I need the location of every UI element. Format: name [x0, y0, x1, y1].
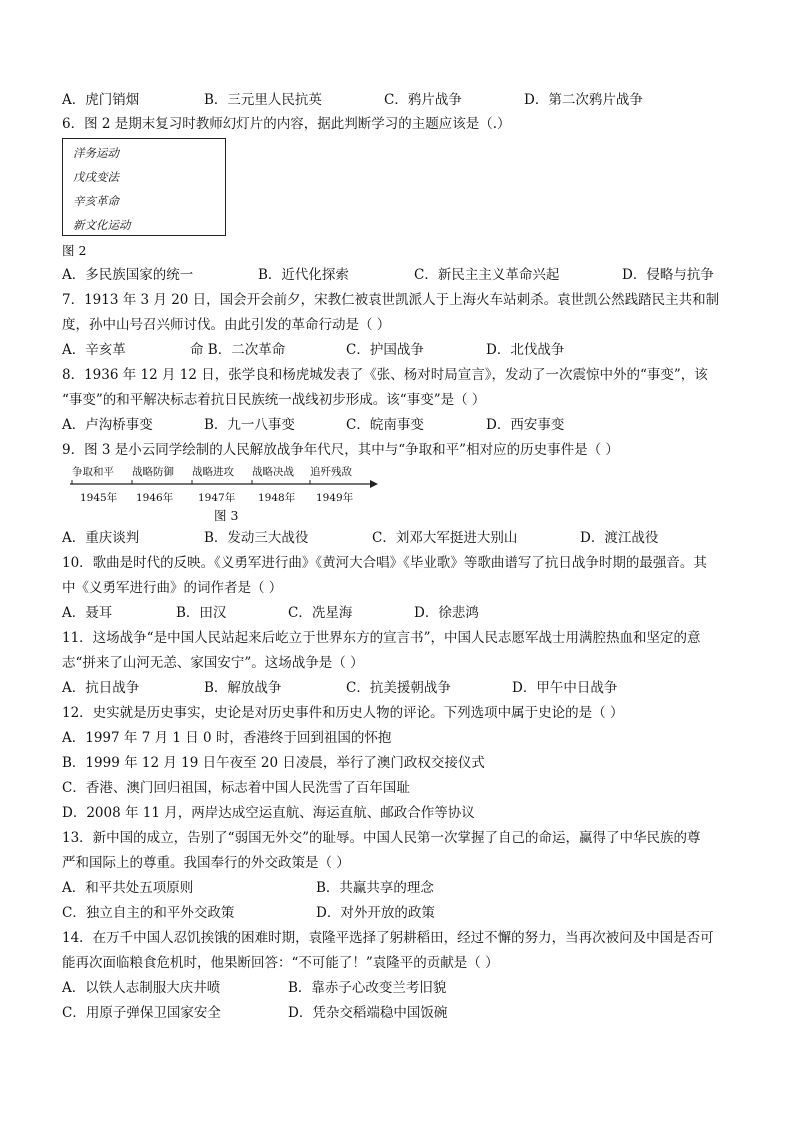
q14-option-d: D．凭杂交稻端稳中国饭碗	[288, 1005, 448, 1021]
figure-2-caption: 图 2	[62, 243, 87, 258]
q9-option-b: B．发动三大战役	[204, 530, 309, 546]
q7-stem-line-2: 度，孙中山号召兴师讨伐。由此引发的革命行动是（ ）	[62, 317, 391, 333]
q7-option-b: 命 B．二次革命	[190, 342, 286, 358]
q11-option-b: B．解放战争	[204, 680, 282, 696]
q5-option-b: B．三元里人民抗英	[204, 92, 322, 108]
q10-option-d: D．徐悲鸿	[414, 605, 479, 621]
q12-stem: 12．史实就是历史事实，史论是对历史事件和历史人物的评论。下列选项中属于史论的是（ ）	[62, 705, 624, 721]
q7-option-c: C．护国战争	[346, 342, 424, 358]
slide-item: 新文化运动	[73, 218, 131, 232]
q11-option-a: A．抗日战争	[62, 680, 140, 696]
q6-stem: 6．图 2 是期末复习时教师幻灯片的内容，据此判断学习的主题应该是（.）	[62, 116, 511, 132]
q13-option-c: C．独立自主的和平外交政策	[62, 905, 235, 921]
q13-stem-line-1: 13．新中国的成立，告别了“弱国无外交”的耻辱。中国人民第一次掌握了自己的命运，赢得了中华民族的尊	[62, 830, 701, 846]
q11-stem-line-2: 志“拼来了山河无恙、家国安宁”。这场战争是（ ）	[62, 655, 364, 671]
q10-stem-line-2: 中《义勇军进行曲》的词作者是（ ）	[62, 580, 283, 596]
timeline-label: 战略防御	[132, 466, 174, 478]
timeline-label: 战略决战	[252, 466, 294, 478]
q7-option-d: D．北伐战争	[486, 342, 565, 358]
q13-option-a: A．和平共处五项原则	[62, 880, 194, 896]
timeline-year: 1946年	[136, 492, 174, 504]
q11-option-d: D．甲午中日战争	[512, 680, 618, 696]
slide-item: 洋务运动	[73, 146, 119, 160]
q8-stem-line-2: “事变”的和平解决标志着抗日民族统一战线初步形成。该“事变”是（ ）	[62, 392, 486, 408]
q8-stem-line-1: 8．1936 年 12 月 12 日，张学良和杨虎城发表了《张、杨对时局宣言》，发动了一次震惊中外的“事变”，该	[62, 367, 708, 383]
q13-option-d: D．对外开放的政策	[316, 905, 435, 921]
timeline-figure-3	[70, 462, 380, 510]
q9-stem: 9．图 3 是小云同学绘制的人民解放战争年代尺，其中与“争取和平”相对应的历史事件是（ ）	[62, 442, 619, 458]
timeline-year: 1948年	[258, 492, 296, 504]
q8-option-a: A．卢沟桥事变	[62, 417, 153, 433]
q14-stem-line-2: 能再次面临粮食危机时，他果断回答：“不可能了！”袁隆平的贡献是（ ）	[62, 955, 499, 971]
q14-stem-line-1: 14．在万千中国人忍饥挨饿的困难时期，袁隆平选择了躬耕稻田，经过不懈的努力，当再次被问及中国是否可	[62, 930, 714, 946]
q6-option-b: B．近代化探索	[258, 267, 349, 283]
q14-option-a: A．以铁人志制服大庆井喷	[62, 980, 221, 996]
q12-option-c: C．香港、澳门回归祖国，标志着中国人民洗雪了百年国耻	[62, 780, 410, 796]
q8-option-c: C．皖南事变	[346, 417, 424, 433]
q11-option-c: C．抗美援朝战争	[346, 680, 451, 696]
q5-option-c: C．鸦片战争	[384, 92, 462, 108]
q8-option-d: D．西安事变	[486, 417, 565, 433]
timeline-label: 争取和平	[72, 466, 114, 478]
q9-option-a: A．重庆谈判	[62, 530, 140, 546]
q6-option-d: D．侵略与抗争	[622, 267, 714, 283]
q8-option-b: B．九一八事变	[204, 417, 295, 433]
slide-item: 戊戌变法	[73, 170, 119, 184]
q14-option-b: B．靠赤子心改变兰考旧貌	[288, 980, 447, 996]
timeline-label: 战略进攻	[192, 466, 234, 478]
q10-option-b: B．田汉	[176, 605, 227, 621]
timeline-label: 追歼残敌	[310, 466, 352, 478]
q13-stem-line-2: 严和国际上的尊重。我国奉行的外交政策是（ ）	[62, 855, 350, 871]
timeline-year: 1949年	[316, 492, 354, 504]
q7-stem-line-1: 7．1913 年 3 月 20 日，国会开会前夕，宋教仁被袁世凯派人于上海火车站刺杀。袁世凯公然践踏民主共和制	[62, 292, 720, 308]
q6-option-a: A．多民族国家的统一	[62, 267, 194, 283]
q12-option-d: D．2008 年 11 月，两岸达成空运直航、海运直航、邮政合作等协议	[62, 805, 475, 821]
timeline-year: 1947年	[198, 492, 236, 504]
q5-option-d: D．第二次鸦片战争	[524, 92, 643, 108]
slide-item: 辛亥革命	[73, 194, 119, 208]
slide-box	[62, 138, 226, 236]
q12-option-a: A．1997 年 7 月 1 日 0 时，香港终于回到祖国的怀抱	[62, 730, 392, 746]
q6-option-c: C．新民主主义革命兴起	[414, 267, 560, 283]
q10-option-c: C．冼星海	[288, 605, 353, 621]
figure-3-caption: 图 3	[214, 508, 239, 523]
q13-option-b: B．共赢共享的理念	[316, 880, 434, 896]
q9-option-d: D．渡江战役	[580, 530, 659, 546]
q10-stem-line-1: 10．歌曲是时代的反映。《义勇军进行曲》《黄河大合唱》《毕业歌》等歌曲谱写了抗日战争时期的最强音。其	[62, 555, 707, 571]
q7-option-a: A．辛亥革	[62, 342, 126, 358]
q12-option-b: B．1999 年 12 月 19 日午夜至 20 日凌晨，举行了澳门政权交接仪式	[62, 755, 485, 771]
q14-option-c: C．用原子弹保卫国家安全	[62, 1005, 221, 1021]
q5-option-a: A．虎门销烟	[62, 92, 140, 108]
q9-option-c: C．刘邓大军挺进大别山	[372, 530, 518, 546]
q10-option-a: A．聂耳	[62, 605, 113, 621]
timeline-year: 1945年	[80, 492, 118, 504]
q11-stem-line-1: 11．这场战争“是中国人民站起来后屹立于世界东方的宣言书”，中国人民志愿军战士用满腔热血和坚定的意	[62, 630, 701, 646]
